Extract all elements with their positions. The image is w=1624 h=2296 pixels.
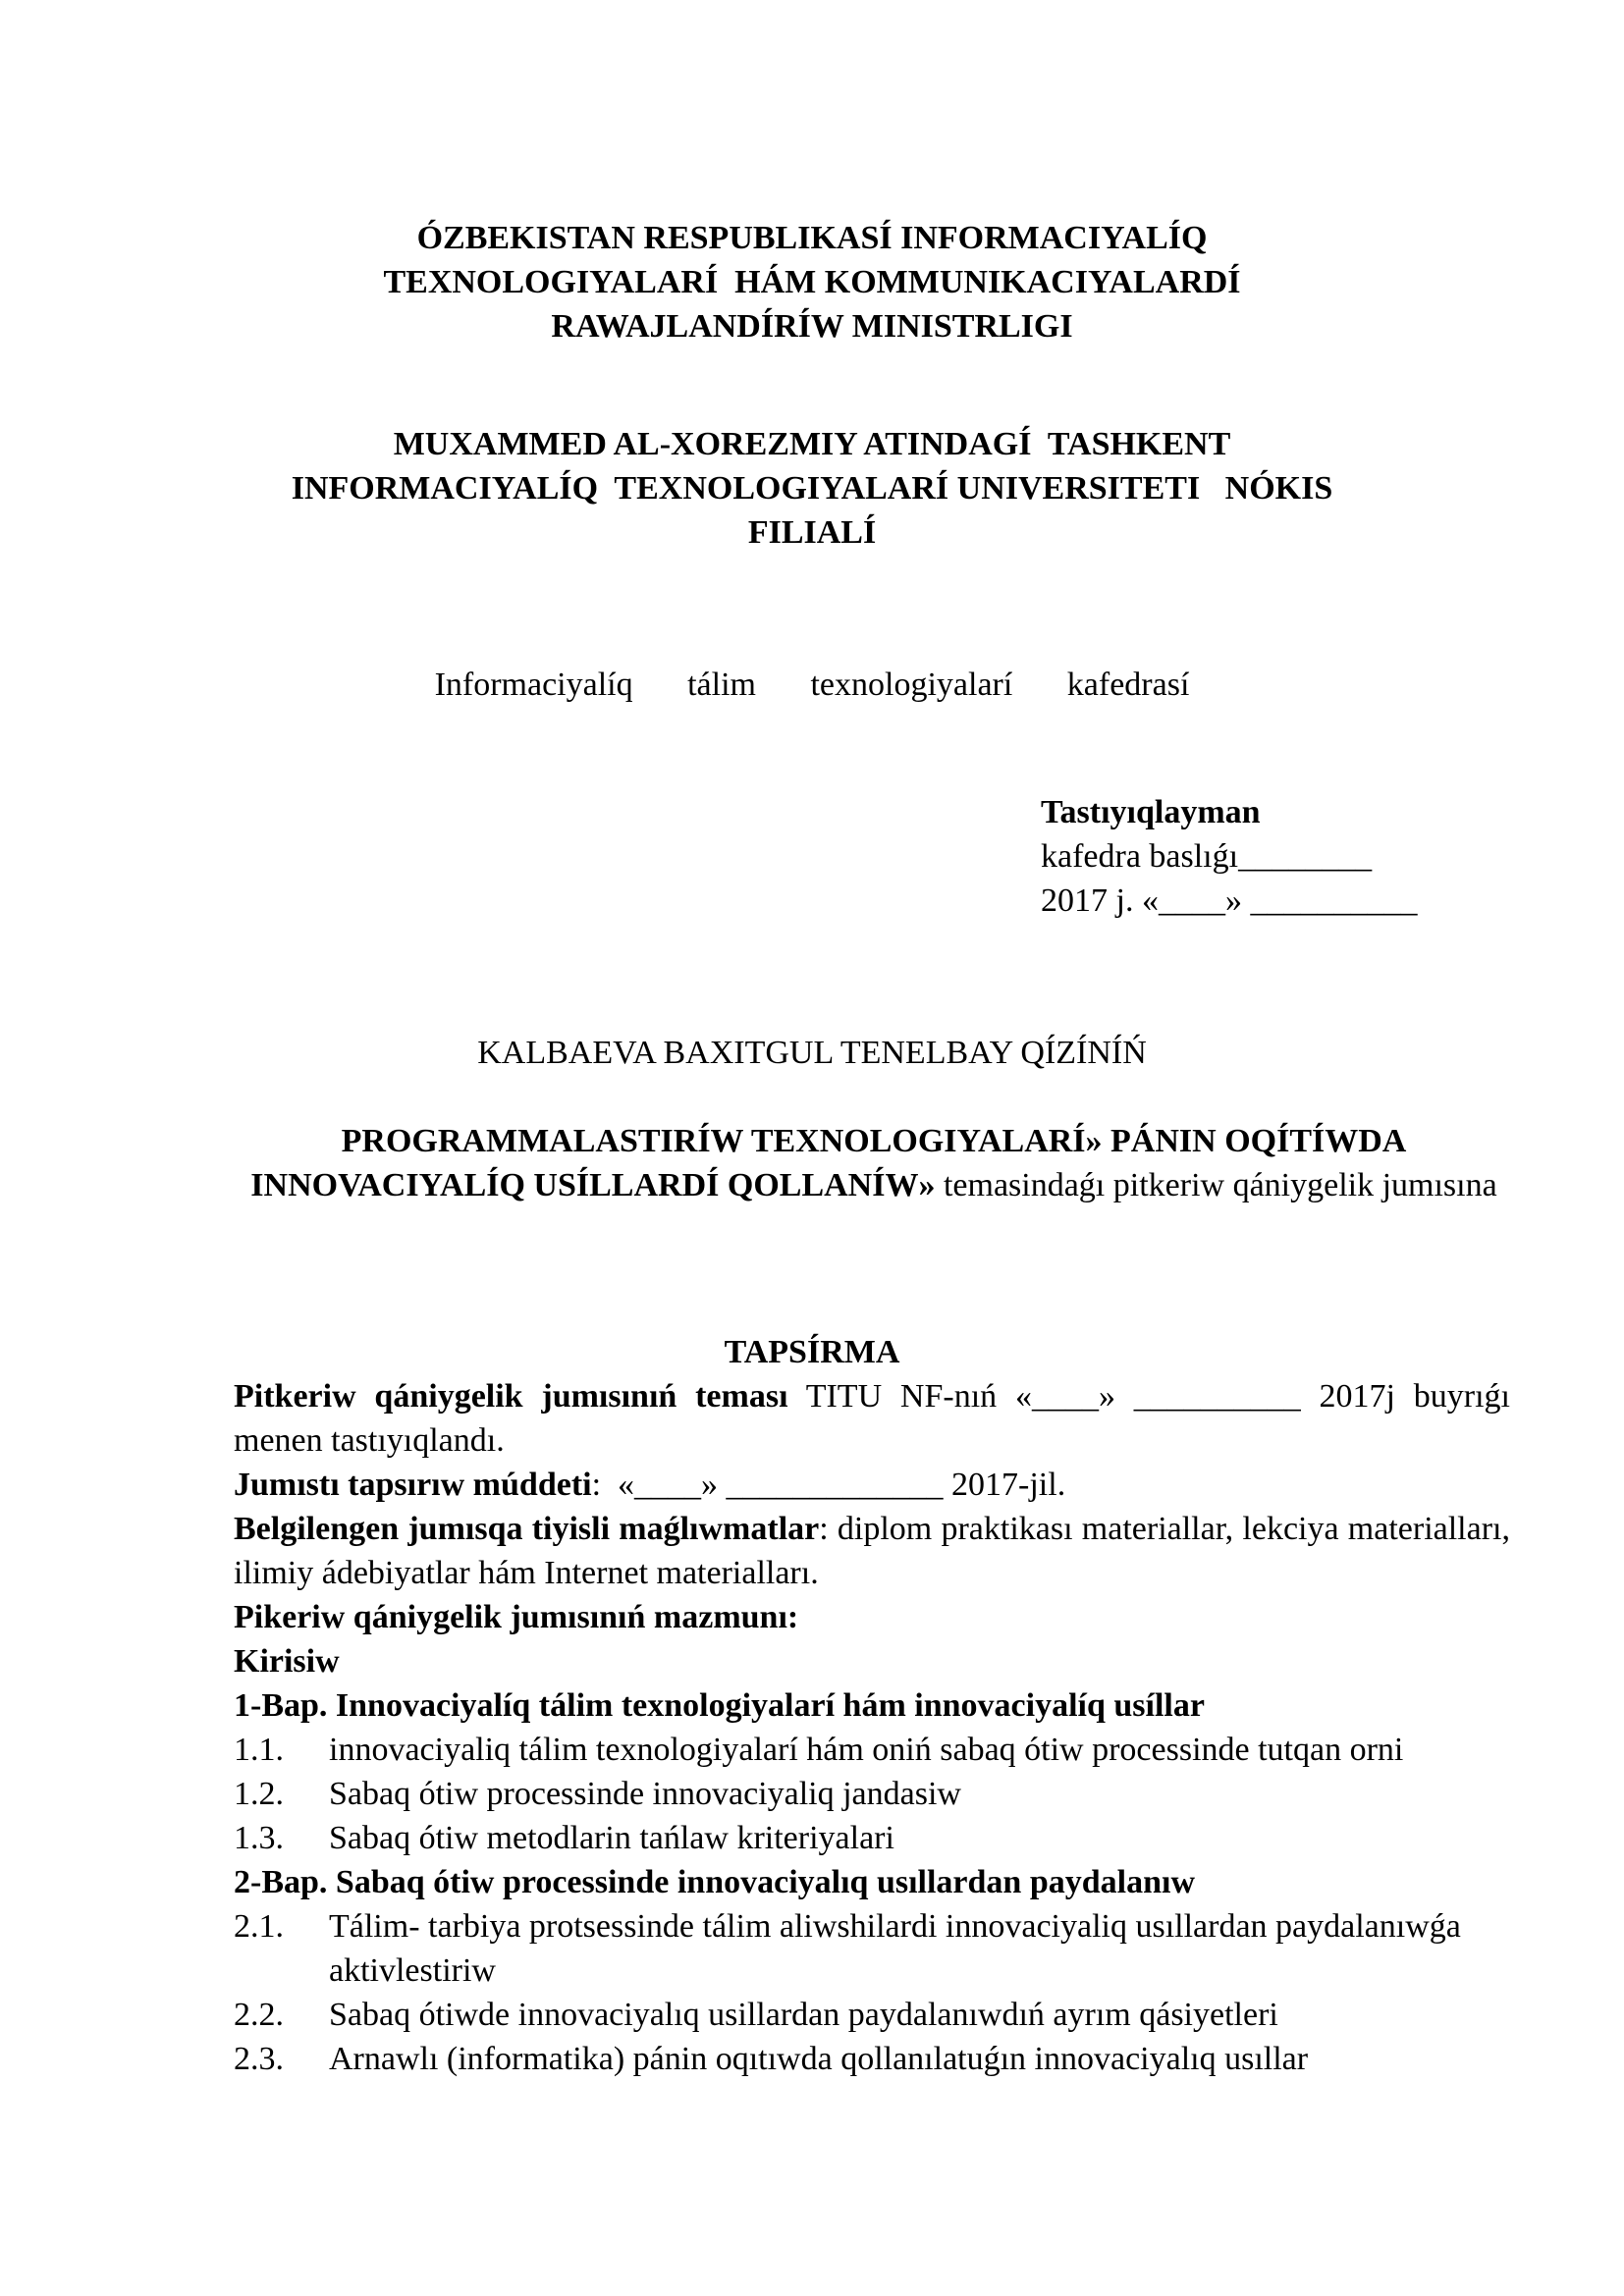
- content-label: [234, 1595, 1510, 1639]
- ministry-line: TEXNOLOGIYALARÍ HÁM KOMMUNIKACIYALARDÍ: [383, 264, 1241, 300]
- university-line: MUXAMMED AL-XOREZMIY ATINDAGÍ TASHKENT: [393, 426, 1231, 462]
- task-deadline-label: Jumıstı tapsırıw múddeti: [234, 1467, 592, 1503]
- task-data-paragraph: [234, 1507, 1510, 1595]
- list-item-number: 2.2.: [234, 1997, 284, 2033]
- task-theme-text: TITU NF-nıń «____» __________ 2017j buyrıǵı menen tastıyıqlandı.: [234, 1378, 1510, 1459]
- ministry-heading: [0, 216, 1624, 348]
- task-theme-paragraph: [234, 1374, 1510, 1463]
- task-deadline-paragraph: [234, 1463, 1510, 1507]
- approval-title: Tastıyıqlayman: [1041, 794, 1261, 830]
- task-deadline-text: : «____» _____________ 2017-jil.: [591, 1467, 1066, 1503]
- list-item: [234, 2037, 1510, 2081]
- university-line: FILIALÍ: [747, 514, 877, 551]
- content-label-text: Pikeriw qániygelik jumısınıń mazmunı:: [234, 1599, 799, 1635]
- student-name: KALBAEVA BAXITGUL TENELBAY QÍZÍNÍŃ: [477, 1035, 1147, 1071]
- list-item-text: innovaciyaliq tálim texnologiyalarí hám oniń sabaq ótiw processinde tutqan orni: [329, 1732, 1404, 1768]
- task-title: TAPSÍRMA: [724, 1334, 900, 1370]
- ministry-line: RAWAJLANDÍRÍW MINISTRLIGI: [551, 308, 1073, 345]
- list-item-text: Tálim- tarbiya protsessinde tálim aliwshilardi innovaciyaliq usıllardan paydalanıwǵa aktivlestiriw: [329, 1908, 1461, 1989]
- list-item: [234, 1993, 1510, 2037]
- list-item-number: 2.1.: [234, 1908, 284, 1945]
- task-body: [234, 1374, 1510, 2081]
- department-name: Informaciyalíq tálim texnologiyalarí kafedrasí: [434, 667, 1190, 703]
- list-item-number: 1.2.: [234, 1776, 284, 1812]
- task-data-text: : diplom praktikası materiallar, lekciya materialları, ilimiy ádebiyatlar hám Internet materialları.: [234, 1511, 1510, 1591]
- list-item-text: Arnawlı (informatika) pánin oqıtıwda qollanılatuǵın innovaciyalıq usıllar: [329, 2041, 1309, 2077]
- intro-heading-text: Kirisiw: [234, 1643, 340, 1680]
- thesis-theme-title: PROGRAMMALASTIRÍW TEXNOLOGIYALARÍ» PÁNIN OQÍTÍWDA INNOVACIYALÍQ USÍLLARDÍ QOLLANÍW»: [250, 1123, 1407, 1203]
- ministry-line: ÓZBEKISTAN RESPUBLIKASÍ INFORMACIYALÍQ: [416, 220, 1208, 256]
- thesis-theme: [226, 1119, 1522, 1207]
- approval-date-line: 2017 j. «____» __________: [1041, 882, 1418, 919]
- approval-signature-line: kafedra baslıǵı________: [1041, 838, 1373, 875]
- thesis-theme-suffix: temasindaǵı pitkeriw qániygelik jumısına: [935, 1167, 1497, 1203]
- list-item-number: 1.3.: [234, 1820, 284, 1856]
- approval-block: [1041, 790, 1417, 923]
- university-line: INFORMACIYALÍQ TEXNOLOGIYALARÍ UNIVERSITETI NÓKIS: [291, 470, 1333, 507]
- chapter-1-heading-text: 1-Bap. Innovaciyalíq tálim texnologiyalarí hám innovaciyalíq usíllar: [234, 1687, 1205, 1724]
- chapter-1-heading: [234, 1683, 1510, 1728]
- list-item-text: Sabaq ótiwde innovaciyalıq usillardan paydalanıwdıń ayrım qásiyetleri: [329, 1997, 1278, 2033]
- chapter-2-heading-text: 2-Bap. Sabaq ótiw processinde innovaciyalıq usıllardan paydalanıw: [234, 1864, 1196, 1900]
- list-item-number: 1.1.: [234, 1732, 284, 1768]
- list-item: [234, 1728, 1510, 1772]
- task-data-label: Belgilengen jumısqa tiyisli maǵlıwmatlar: [234, 1511, 820, 1547]
- list-item: [234, 1904, 1510, 1993]
- university-heading: [0, 422, 1624, 555]
- list-item-text: Sabaq ótiw processinde innovaciyaliq jandasiw: [329, 1776, 961, 1812]
- list-item-number: 2.3.: [234, 2041, 284, 2077]
- intro-heading: [234, 1639, 1510, 1683]
- chapter-2-heading: [234, 1860, 1510, 1904]
- list-item: [234, 1772, 1510, 1816]
- list-item: [234, 1816, 1510, 1860]
- list-item-text: Sabaq ótiw metodlarin tańlaw kriteriyalari: [329, 1820, 894, 1856]
- task-theme-label: Pitkeriw qániygelik jumısınıń teması: [234, 1378, 788, 1415]
